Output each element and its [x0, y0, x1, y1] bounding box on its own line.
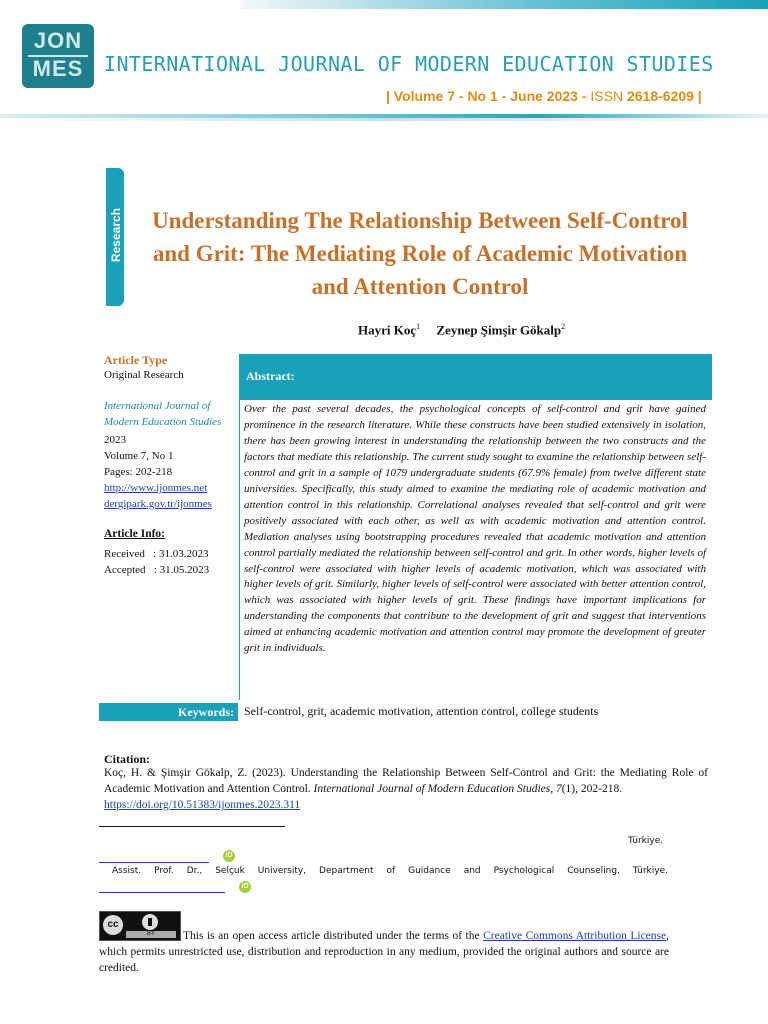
abstract-left-border	[239, 400, 240, 700]
footnote-2-link-line	[99, 892, 225, 893]
cc-by-badge-icon[interactable]	[99, 911, 181, 941]
citation-journal: International Journal of Modern Education Studies, 7	[313, 783, 562, 795]
header-divider-shadow	[0, 118, 768, 121]
orcid-icon[interactable]: iD	[223, 850, 235, 862]
abstract-header	[239, 354, 712, 400]
footnote-1-link-line	[99, 862, 209, 863]
received-date: Received : 31.03.2023	[104, 548, 209, 560]
authors	[358, 322, 565, 338]
license-text-after: , which permits unrestricted use, distribution and reproduction in any medium, provided the original authors and source are credited.	[99, 930, 669, 974]
sidebar-journal-name: International Journal of Modern Education Studies	[104, 400, 222, 428]
citation-label: Citation:	[104, 752, 150, 766]
logo-top-text: JON	[33, 28, 83, 53]
author-1-sup: 1	[416, 322, 421, 331]
citation-authors-title: Koç, H. & Şimşir Gökalp, Z. (2023). Understanding the Relationship Between Self-Control and Grit: the Mediating Role of Academic Motivation and Attention Control.	[104, 767, 708, 795]
journal-title: INTERNATIONAL JOURNAL OF MODERN EDUCATION STUDIES	[104, 52, 714, 76]
accepted-date: Accepted : 31.05.2023	[104, 564, 210, 576]
doi-link[interactable]: https://doi.org/10.51383/ijonmes.2023.311	[104, 799, 301, 811]
issn-value: 2618-6209 |	[626, 88, 702, 104]
by-label: BY	[126, 931, 176, 938]
top-band	[0, 0, 768, 10]
journal-url-link[interactable]: http://www.ijonmes.net	[104, 482, 208, 494]
sidebar-year: 2023	[104, 434, 126, 446]
logo-bottom-text: MES	[32, 56, 84, 81]
sidebar-pages: Pages: 202-218	[104, 466, 173, 478]
license-text-before: This is an open access article distributed under the terms of the	[183, 930, 484, 942]
attribution-icon	[142, 914, 158, 930]
keywords-text: Self-control, grit, academic motivation, attention control, college students	[244, 704, 599, 718]
article-type: Original Research	[104, 369, 184, 381]
sidebar-volume: Volume 7, No 1	[104, 450, 174, 462]
abstract-text: Over the past several decades, the psychological concepts of self-control and grit have gained prominence in the research literature. While these constructs have been studied extensively in isolation, there has been growing interest in understanding the relationship between the two constructs and the factors that mediate this relationship. The current study sought to examine the relationship between self-control and grit in a sample of 1079 undergraduate students (67.9% female) from twelve different state universities. Specifically, this study aimed to examine the mediating role of academic motivation and attention control in this relationship. Correlational analyses revealed that self-control and grit were positively associated with each other, as well as with academic motivation and attention control. Mediation analyses using bootstrapping procedures revealed that academic motivation and attention control partially mediated the relationship between self-control and grit. In other words, higher levels of self-control were associated with higher levels of academic motivation, which was associated with higher levels of grit. Similarly, higher levels of self-control were associated with better attention control, which was associated with higher levels of grit. These findings have important implications for understanding the components that contribute to the development of grit and suggest that interventions aimed at enhancing academic motivation and attention control may promote the development of greater grit in individuals.	[244, 403, 706, 655]
issn-label: ISSN	[590, 88, 624, 104]
footnote-1-country: Türkiye.	[628, 836, 664, 846]
citation-text	[104, 765, 708, 813]
abstract-label: Abstract:	[246, 369, 295, 383]
volume-text: | Volume 7 - No 1 - June 2023 -	[386, 88, 587, 104]
keywords-header	[99, 703, 238, 721]
cc-icon: cc	[103, 915, 123, 935]
section-tab-label: Research	[109, 207, 123, 263]
cc-license-link[interactable]: Creative Commons Attribution License	[483, 930, 667, 942]
sidebar-journal-info	[104, 432, 234, 512]
article-info-label: Article Info:	[104, 528, 165, 540]
top-band-gradient	[240, 0, 768, 9]
article-type-label: Article Type	[104, 353, 168, 367]
keywords-label: Keywords:	[178, 705, 234, 719]
section-tab	[106, 168, 124, 306]
dergipark-url-link[interactable]: dergipark.gov.tr/ijonmes	[104, 498, 212, 510]
author-2-sup: 2	[561, 322, 566, 331]
article-dates	[104, 546, 234, 578]
author-2: Zeynep Şimşir Gökalp	[436, 322, 562, 338]
footnote-rule	[99, 826, 285, 827]
author-1: Hayri Koç	[358, 322, 417, 338]
citation-issue-pages: (1), 202-218.	[561, 783, 623, 795]
volume-line	[386, 88, 702, 104]
orcid-icon[interactable]: iD	[239, 881, 251, 893]
journal-logo	[22, 24, 94, 88]
footnote-2-affiliation: Assist. Prof. Dr., Selçuk University, Department of Guidance and Psychological Counseling, Türkiye.	[112, 866, 668, 876]
article-title: Understanding The Relationship Between Self-Control and Grit: The Mediating Role of Academic Motivation and Attention Control	[152, 208, 688, 299]
license-text	[99, 928, 669, 976]
